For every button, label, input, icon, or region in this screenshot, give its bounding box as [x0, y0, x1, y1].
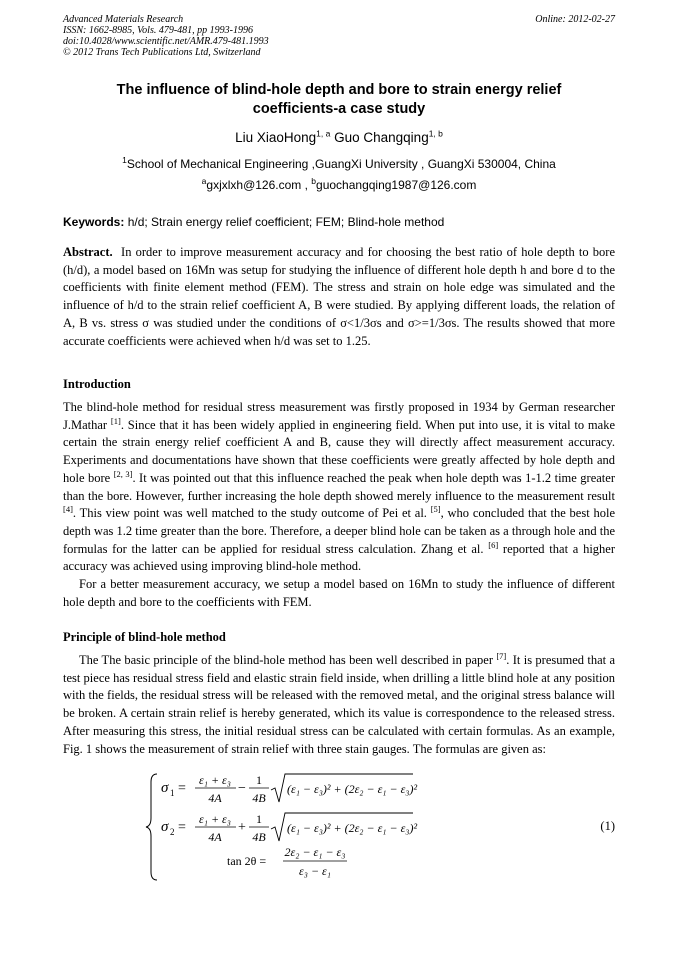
sigma-1: σ	[161, 780, 169, 796]
citation-ref: [4]	[63, 504, 73, 515]
journal-copyright: © 2012 Trans Tech Publications Ltd, Switzerland	[63, 47, 261, 58]
equation-graphic	[145, 772, 585, 882]
affiliation-sup: 1	[122, 155, 127, 165]
sigma-2-sub: 2	[170, 827, 175, 837]
email-a-sup: a	[201, 176, 207, 186]
citation-ref: [2, 3]	[113, 468, 133, 479]
intro-text-b: . Since that it has been widely applied in engineering field. When put into use, it is vital to make certain the strain energy relief coefficient A and B, cause they will directly affect measurement accuracy. Experiments and documentations have shown that these coefficients were greatly affected by hole depth and hole bore	[63, 417, 615, 485]
email-a: gxjxlxh@126.com ,	[206, 178, 308, 192]
journal-header	[63, 14, 615, 58]
equation-number: (1)	[600, 819, 615, 833]
radicand-2: (ε₁ − ε₃)² + (2ε₂ − ε₁ − ε₃)²	[287, 821, 418, 835]
frac3-den: 4A	[208, 830, 222, 844]
introduction-paragraph-2: For a better measurement accuracy, we setup a model based on 16Mn to study the influence of different hole depth and bore to the coefficients with FEM.	[63, 577, 615, 609]
intro-text-d: . This view point was well matched to the study outcome of Pei et al.	[72, 506, 431, 521]
intro-text-f: reported that a higher accuracy was achieved using improving blind-hole method.	[63, 541, 616, 574]
intro-text-a: The blind-hole method for residual stress measurement was firstly proposed in 1934 by German researcher J.Mathar	[63, 400, 615, 432]
email-b: guochangqing1987@126.com	[316, 178, 477, 192]
frac1-den: 4A	[208, 791, 222, 805]
author-2: Guo Changqing	[334, 130, 429, 145]
left-brace	[146, 774, 157, 880]
abstract-text: In order to improve measurement accuracy and for choosing the best ratio of hole depth to bore (h/d), a model based on 16Mn was setup for studying the influence of different hole depth h and bore d to the coefficients with finite element method (FEM). The stress and strain on hole edge was simulated and the influence of h/d to the strain relief coefficient A, B were studied. By applying different loads, the relation of A, B vs. stress σ was studied under the conditions of σ<1/3σs and σ>=1/3σs. The results showed that more accurate coefficients were achieved when h/d was set to 1.25.	[63, 245, 616, 348]
tan-den: ε₃ − ε₁	[299, 864, 331, 878]
citation-ref: [5]	[430, 504, 441, 515]
paper-title	[63, 81, 615, 119]
citation-ref: [7]	[496, 650, 507, 661]
intro-text-c: . It was pointed out that this influence reached the peak when hole depth was 1-1.2 time greater than the bore. However, further increasing the hole depth showed merely influence to the measurement result	[63, 470, 615, 503]
citation-ref: [6]	[488, 539, 499, 550]
equals-1: =	[178, 781, 186, 796]
introduction-body	[63, 399, 615, 611]
principle-text-a: The The basic principle of the blind-hole method has been well described in paper	[79, 653, 497, 667]
email-b-sup: b	[311, 176, 317, 186]
equation-1	[145, 772, 615, 882]
minus-sign: −	[238, 781, 246, 796]
author-1: Liu XiaoHong	[235, 130, 317, 145]
equals-2: =	[178, 820, 186, 835]
online-date: Online: 2012-02-27	[535, 14, 615, 25]
journal-name: Advanced Materials Research	[63, 14, 184, 25]
journal-doi: doi:10.4028/www.scientific.net/AMR.479-481.1993	[63, 36, 269, 47]
plus-sign: +	[238, 820, 246, 835]
radicand-1: (ε₁ − ε₃)² + (2ε₂ − ε₁ − ε₃)²	[287, 782, 418, 796]
tan-num: 2ε₂ − ε₁ − ε₃	[284, 845, 346, 859]
keywords-label: Keywords:	[63, 215, 125, 229]
title-line-1: The influence of blind-hole depth and bore to strain energy relief	[116, 82, 562, 98]
frac4-den: 4B	[252, 830, 266, 844]
citation-ref: [1]	[110, 415, 121, 426]
introduction-paragraph-1	[63, 399, 615, 576]
sigma-2: σ	[161, 819, 169, 835]
principle-paragraph	[63, 652, 615, 758]
email-list	[63, 178, 615, 192]
abstract	[63, 244, 615, 350]
keywords-text: h/d; Strain energy relief coefficient; FEM; Blind-hole method	[127, 215, 445, 229]
principle-heading: Principle of blind-hole method	[63, 630, 226, 644]
keywords	[63, 215, 615, 229]
title-line-2: coefficients-a case study	[252, 101, 426, 117]
affiliation	[63, 157, 615, 171]
tan-label: tan 2θ =	[227, 854, 267, 868]
principle-text-b: . It is presumed that a test piece has residual stress field and elastic strain field inside, when drilling a little blind hole at any position with the fields, the residual stress will be released with the removed metal, and the original stress balance will be broken. A certain strain relief is hereby generated, which its value is correspondence to the released stress. After measuring this stress, the initial residual stress can be calculated with certain formulas. As an example, Fig. 1 shows the measurement of strain relief with three stain gauges. The formulas are given as:	[63, 653, 615, 756]
frac4-num: 1	[256, 812, 262, 826]
intro-text-e: , who concluded that the best hole depth was 1.2 time greater than the bore. Therefore, a deeper blind hole can be taken as a through hole and the formulas for the latter can be applied for residual stress calculation. Zhang et al.	[63, 506, 615, 556]
author-list	[63, 130, 615, 145]
sigma-1-sub: 1	[170, 788, 175, 798]
introduction-heading: Introduction	[63, 377, 131, 391]
journal-issn: ISSN: 1662-8985, Vols. 479-481, pp 1993-1996	[63, 25, 253, 36]
frac2-den: 4B	[252, 791, 266, 805]
abstract-label: Abstract.	[63, 245, 113, 259]
frac1-num: ε₁ + ε₃	[199, 773, 231, 787]
author-2-sup: 1, b	[428, 128, 443, 139]
frac3-num: ε₁ + ε₃	[199, 812, 231, 826]
author-1-sup: 1, a	[316, 128, 331, 139]
frac2-num: 1	[256, 773, 262, 787]
affiliation-text: School of Mechanical Engineering ,GuangXi University , GuangXi 530004, China	[126, 157, 556, 171]
